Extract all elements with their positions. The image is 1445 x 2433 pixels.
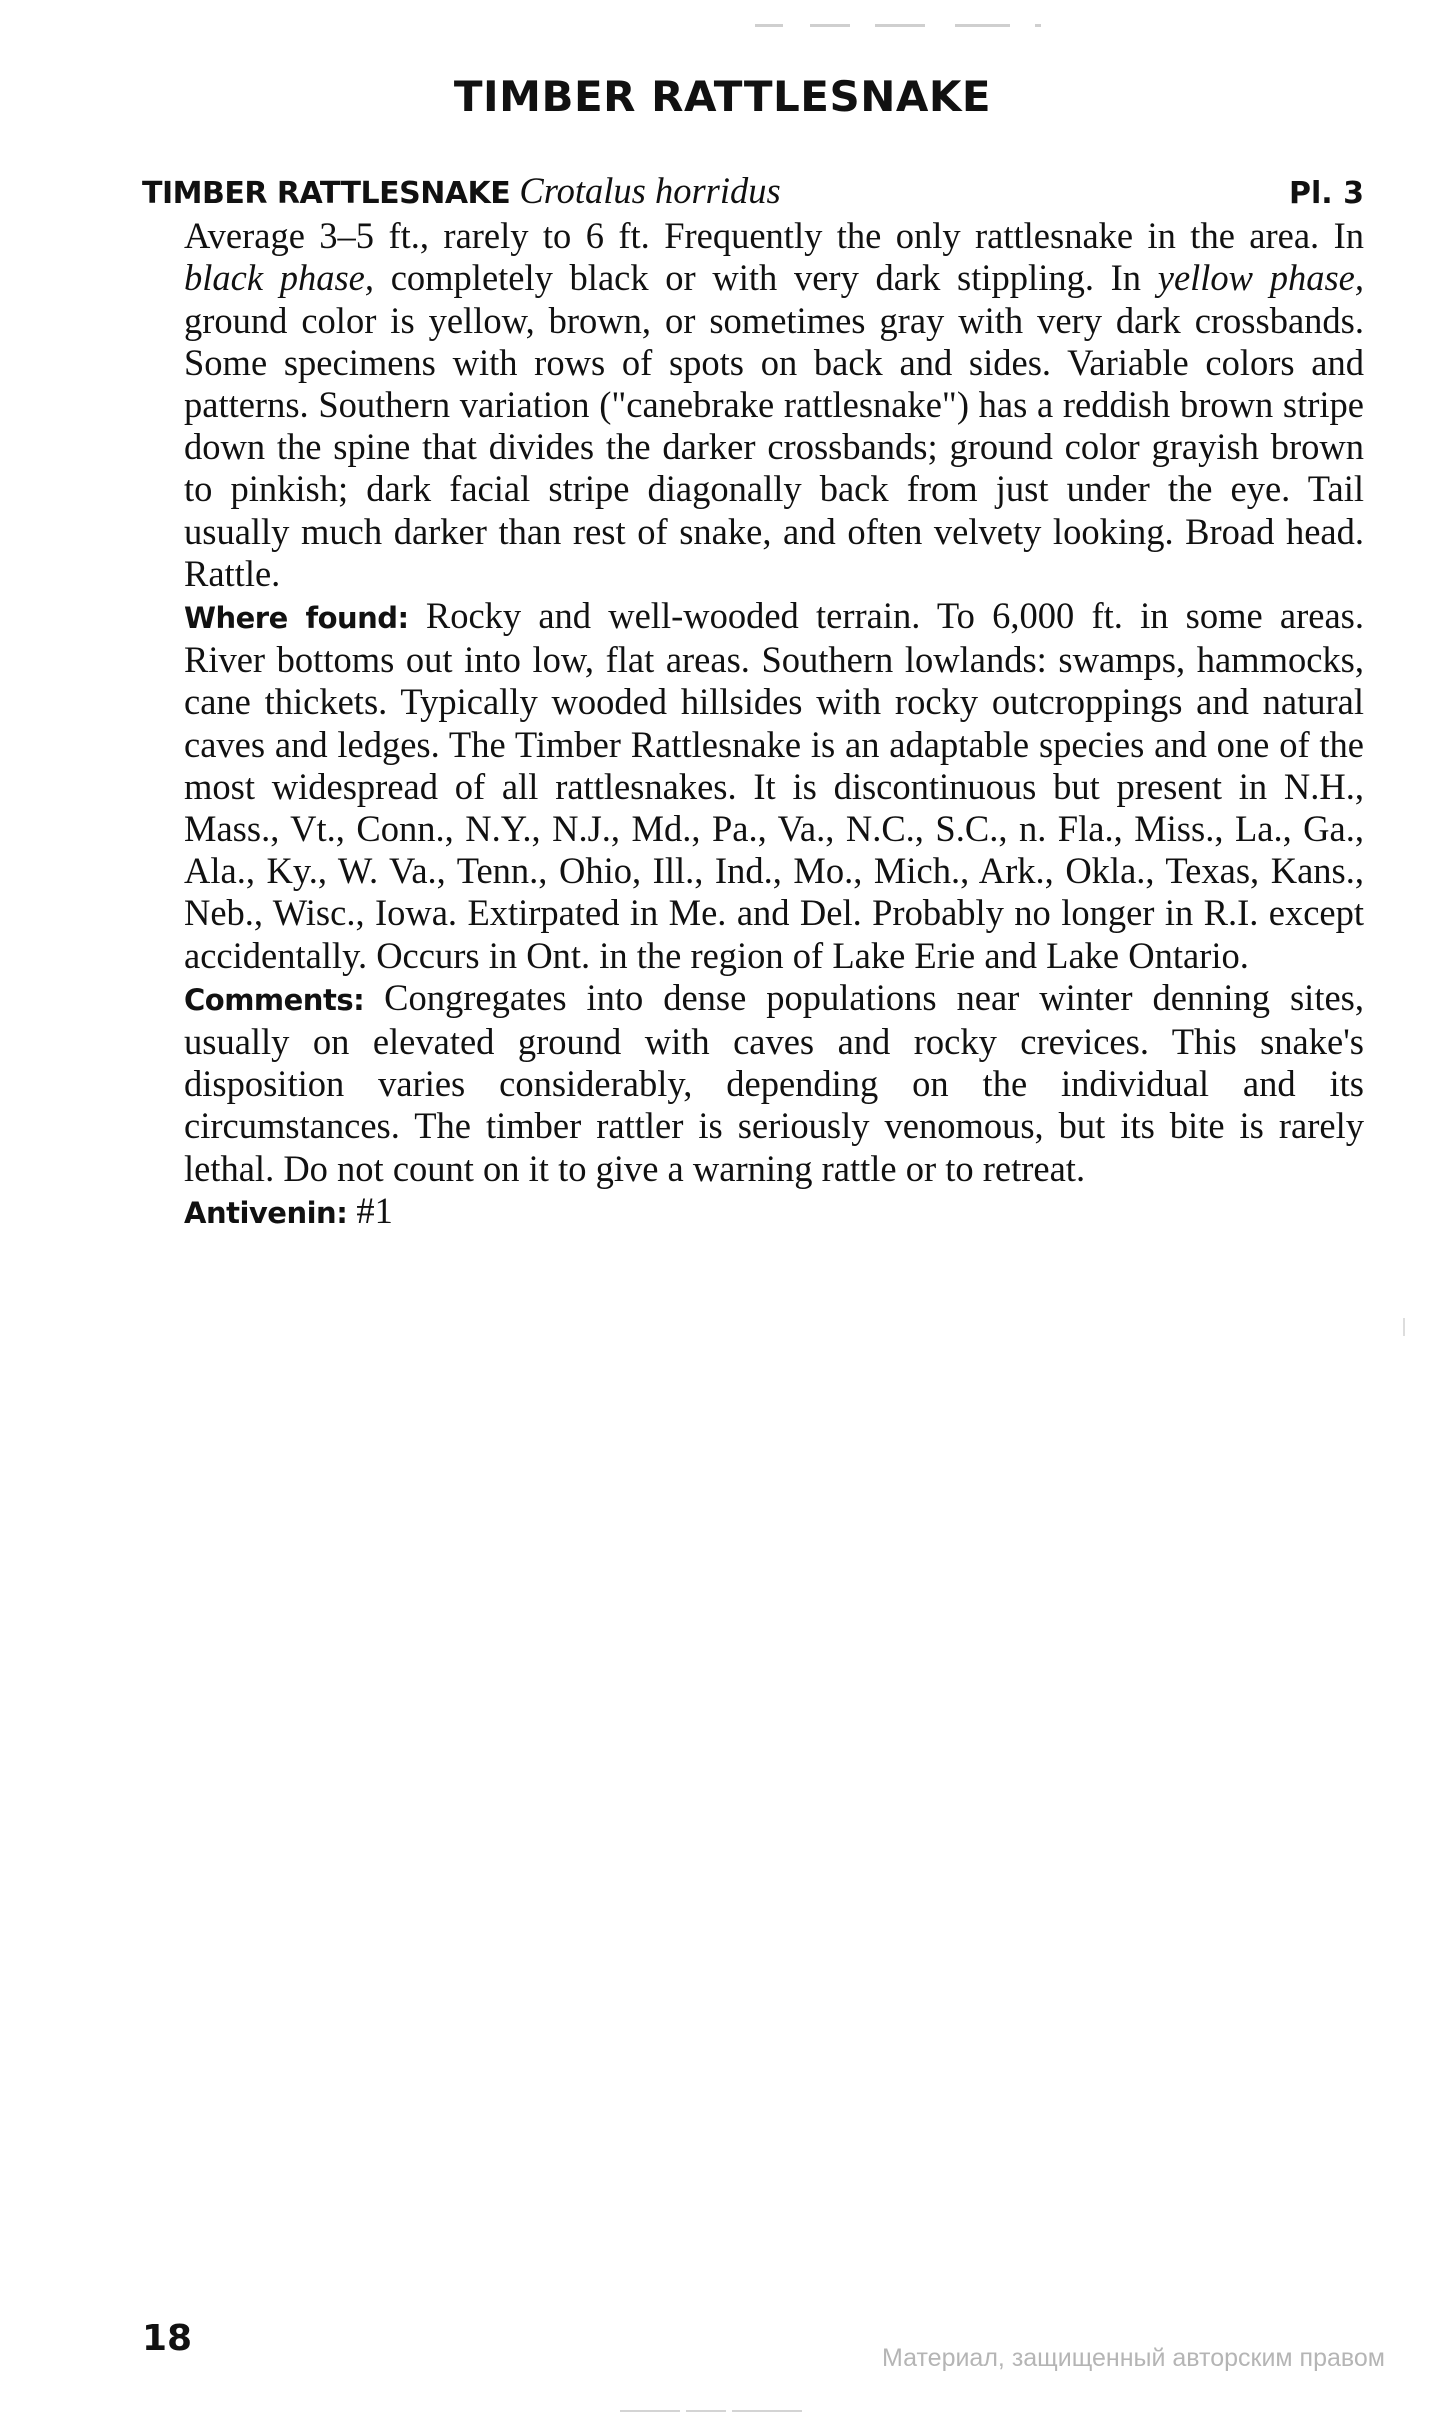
where-found-paragraph [184, 595, 1364, 977]
description-text: completely black or with very dark stippling. In [374, 257, 1158, 299]
scientific-name: Crotalus horridus [519, 170, 781, 211]
comments-label: Comments: [184, 982, 365, 1017]
scan-edge-mark [1403, 1318, 1405, 1336]
yellow-phase-term: yellow phase, [1157, 257, 1364, 299]
page-number: 18 [142, 2318, 193, 2359]
copyright-watermark: Материал, защищенный авторским правом [882, 2344, 1385, 2372]
page-title: TIMBER RATTLESNAKE [453, 72, 992, 121]
entry-header [142, 170, 1364, 215]
antivenin-paragraph [184, 1190, 1364, 1234]
entry-heading [142, 170, 781, 215]
comments-paragraph [184, 977, 1364, 1190]
antivenin-label: Antivenin: [184, 1195, 348, 1230]
black-phase-term: black phase, [184, 257, 375, 299]
description-text: Average 3–5 ft., rarely to 6 ft. Frequently the only rattlesnake in the area. In [184, 215, 1364, 257]
description-paragraph [184, 215, 1364, 595]
where-found-label: Where found: [184, 601, 409, 636]
antivenin-text: #1 [347, 1189, 393, 1231]
description-text: ground color is yellow, brown, or sometimes gray with very dark crossbands. Some specimens with rows of spots on back and sides. Variable colors and patterns. Southern variation ("canebrake rattlesnake") has a reddish brown stripe down the spine that divides the darker crossbands; ground color grayish brown to pinkish; dark facial stripe diagonally back from just under the eye. Tail usually much darker than rest of snake, and often velvety looking. Broad head. Rattle. [184, 299, 1364, 594]
common-name: TIMBER RATTLESNAKE [142, 176, 511, 211]
top-scan-marks [755, 24, 1045, 28]
faint-credit-mark [620, 2402, 830, 2410]
comments-text: Congregates into dense populations near winter denning sites, usually on elevated ground with caves and rocky crevices. This snake's disposition varies considerably, depending on the individual and its circumstances. The timber rattler is seriously venomous, but its bite is rarely lethal. Do not count on it to give a warning rattle or to retreat. [184, 976, 1364, 1189]
where-found-text: Rocky and well-wooded terrain. To 6,000 ft. in some areas. River bottoms out into low, flat areas. Southern lowlands: swamps, hammocks, cane thickets. Typically wooded hillsides with rocky outcroppings and natural caves and ledges. The Timber Rattlesnake is an adaptable species and one of the most widespread of all rattlesnakes. It is discontinuous but present in N.H., Mass., Vt., Conn., N.Y., N.J., Md., Pa., Va., N.C., S.C., n. Fla., Miss., La., Ga., Ala., Ky., W. Va., Tenn., Ohio, Ill., Ind., Mo., Mich., Ark., Okla., Texas, Kans., Neb., Wisc., Iowa. Extirpated in Me. and Del. Probably no longer in R.I. except accidentally. Occurs in Ont. in the region of Lake Erie and Lake Ontario. [184, 595, 1364, 976]
species-entry [142, 170, 1364, 1234]
plate-reference: Pl. 3 [1289, 176, 1364, 211]
